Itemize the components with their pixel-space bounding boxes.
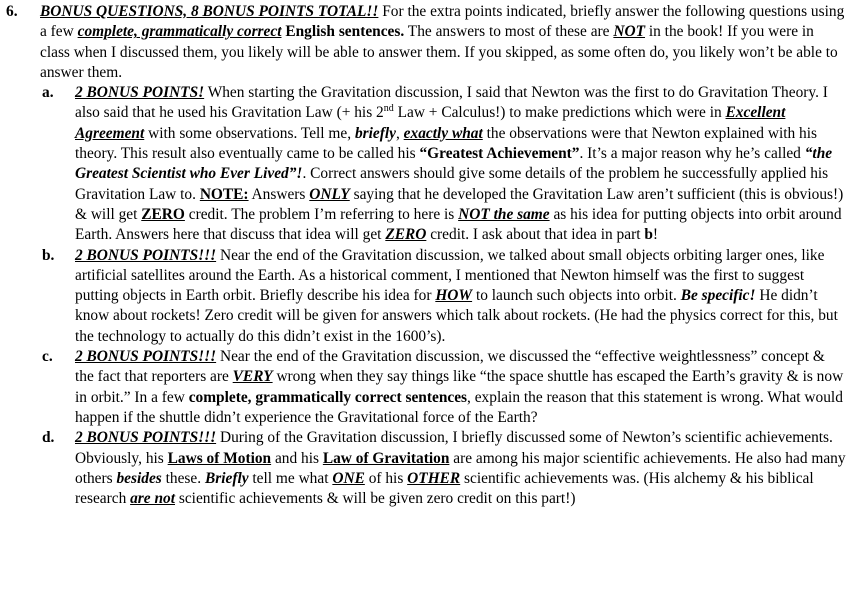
text-run: Law + Calculus!) to make predictions which were in	[393, 104, 726, 122]
text-run: these.	[161, 469, 205, 487]
text-run: scientific achievements was. (His alchemy & his biblical research	[75, 469, 814, 508]
text-run: “Greatest Achievement”	[419, 145, 580, 163]
text-run: exactly what	[403, 124, 483, 142]
text-run: BONUS QUESTIONS, 8 BONUS POINTS TOTAL!!	[40, 3, 379, 20]
text-run: ONE	[332, 469, 365, 487]
text-run: When starting the Gravitation discussion, I said that Newton was the first to do Gravitation Theory. I also said that he used his Gravitation Law (+ his 2	[75, 84, 828, 122]
text-run: of his	[364, 469, 408, 487]
text-run: Laws of Motion	[167, 449, 272, 467]
text-run: briefly	[354, 124, 396, 142]
text-run: ZERO	[385, 226, 427, 244]
text-run: complete, grammatically correct	[77, 23, 282, 41]
question-intro	[40, 2, 847, 83]
part-text	[75, 428, 847, 509]
text-run: VERY	[232, 368, 273, 386]
text-run: ONLY	[309, 185, 350, 203]
part-d	[40, 428, 847, 509]
part-label: d.	[42, 429, 55, 447]
text-run: tell me what	[248, 469, 333, 487]
part-label: c.	[42, 348, 53, 366]
text-run: b	[644, 226, 653, 244]
part-a	[40, 83, 847, 245]
part-label: a.	[42, 84, 54, 102]
text-run: 2 BONUS POINTS!	[75, 84, 205, 102]
text-run: and his	[271, 449, 323, 467]
text-run: 2 BONUS POINTS!!!	[75, 348, 217, 366]
text-run: During of the Gravitation discussion, I briefly discussed some of Newton’s scientific achievements. Obviously, his	[75, 429, 833, 467]
text-run: “the Greatest Scientist who Ever Lived”!	[75, 145, 833, 183]
text-run: to launch such objects into orbit.	[472, 287, 681, 305]
text-run: The answers to most of these are	[404, 23, 614, 41]
part-text	[75, 83, 847, 245]
text-run: OTHER	[407, 469, 461, 487]
text-run: in the book! If you were in class when I discussed them, you likely will be able to answer them. If you skipped, as some often do, you likely won’t be able to answer them.	[40, 23, 838, 81]
part-text	[75, 347, 847, 428]
text-run: Be specific!	[680, 287, 756, 305]
text-run: For the extra points indicated, briefly answer the following questions using a few	[40, 3, 845, 41]
text-run: wrong when they say things like “the space shuttle has escaped the Earth’s gravity & is now in orbit.” In a few	[75, 368, 844, 406]
text-run: the observations were that Newton explained with his theory. This result also eventually came to be called his	[75, 124, 818, 163]
question-6	[4, 2, 847, 509]
text-run: Answers	[248, 185, 310, 203]
text-run: Near the end of the Gravitation discussion, we discussed the “effective weightlessness” concept & the fact that reporters are	[75, 348, 825, 386]
question-number: 6.	[6, 3, 18, 20]
text-run: NOTE:	[199, 185, 249, 203]
text-run: with some observations. Tell me,	[144, 124, 355, 142]
part-text	[75, 246, 847, 347]
text-run: ,	[395, 124, 404, 142]
text-run: , explain the reason that this statement is wrong. What would happen if the shuttle didn’t experience the Gravitational force of the Earth?	[75, 388, 843, 426]
part-b	[40, 246, 847, 347]
text-run: He didn’t know about rockets! Zero credit will be given for answers which talk about rockets. (He had the physics correct for this, but the technology to actually do this didn’t exist in the 1600’s).	[75, 287, 838, 345]
text-run: nd	[383, 103, 394, 115]
text-run: NOT the same	[458, 205, 550, 223]
text-run: !	[652, 226, 659, 244]
text-run: as his idea for putting objects into orbit around Earth. Answers here that discuss that idea will get	[75, 205, 842, 244]
text-run: HOW	[435, 287, 473, 305]
text-run: Near the end of the Gravitation discussion, we talked about small objects orbiting larger ones, like artificial satellites around the Earth. As a historical comment, I mentioned that Newton himself was the first to suggest putting objects in Earth orbit. Briefly describe his idea for	[75, 246, 825, 305]
text-run: NOT	[613, 23, 646, 41]
text-run: scientific achievements & will be given zero credit on this part!)	[175, 490, 576, 508]
text-run: Law of Gravitation	[322, 449, 450, 467]
text-run: Excellent Agreement	[75, 104, 786, 142]
text-run: are not	[130, 490, 176, 508]
part-label: b.	[42, 246, 55, 264]
text-run: saying that he developed the Gravitation Law aren’t sufficient (this is obvious!) & will get	[75, 185, 844, 223]
part-c	[40, 347, 847, 428]
text-run: Briefly	[204, 469, 249, 487]
text-run: complete, grammatically correct sentences	[188, 388, 468, 406]
text-run: ZERO	[141, 205, 185, 223]
text-run: credit. The problem I’m referring to here is	[184, 205, 459, 223]
text-run: English sentences.	[285, 23, 405, 41]
text-run: are among his major scientific achievements. He also had many others	[75, 449, 846, 487]
text-run: 2 BONUS POINTS!!!	[75, 429, 217, 447]
text-run: . It’s a major reason why he’s called	[579, 145, 805, 163]
text-run: . Correct answers should give some details of the problem he successfully applied his Gravitation Law to.	[75, 165, 829, 203]
text-run: 2 BONUS POINTS!!!	[75, 246, 217, 264]
text-run: credit. I ask about that idea in part	[426, 226, 645, 244]
text-run: besides	[116, 469, 162, 487]
